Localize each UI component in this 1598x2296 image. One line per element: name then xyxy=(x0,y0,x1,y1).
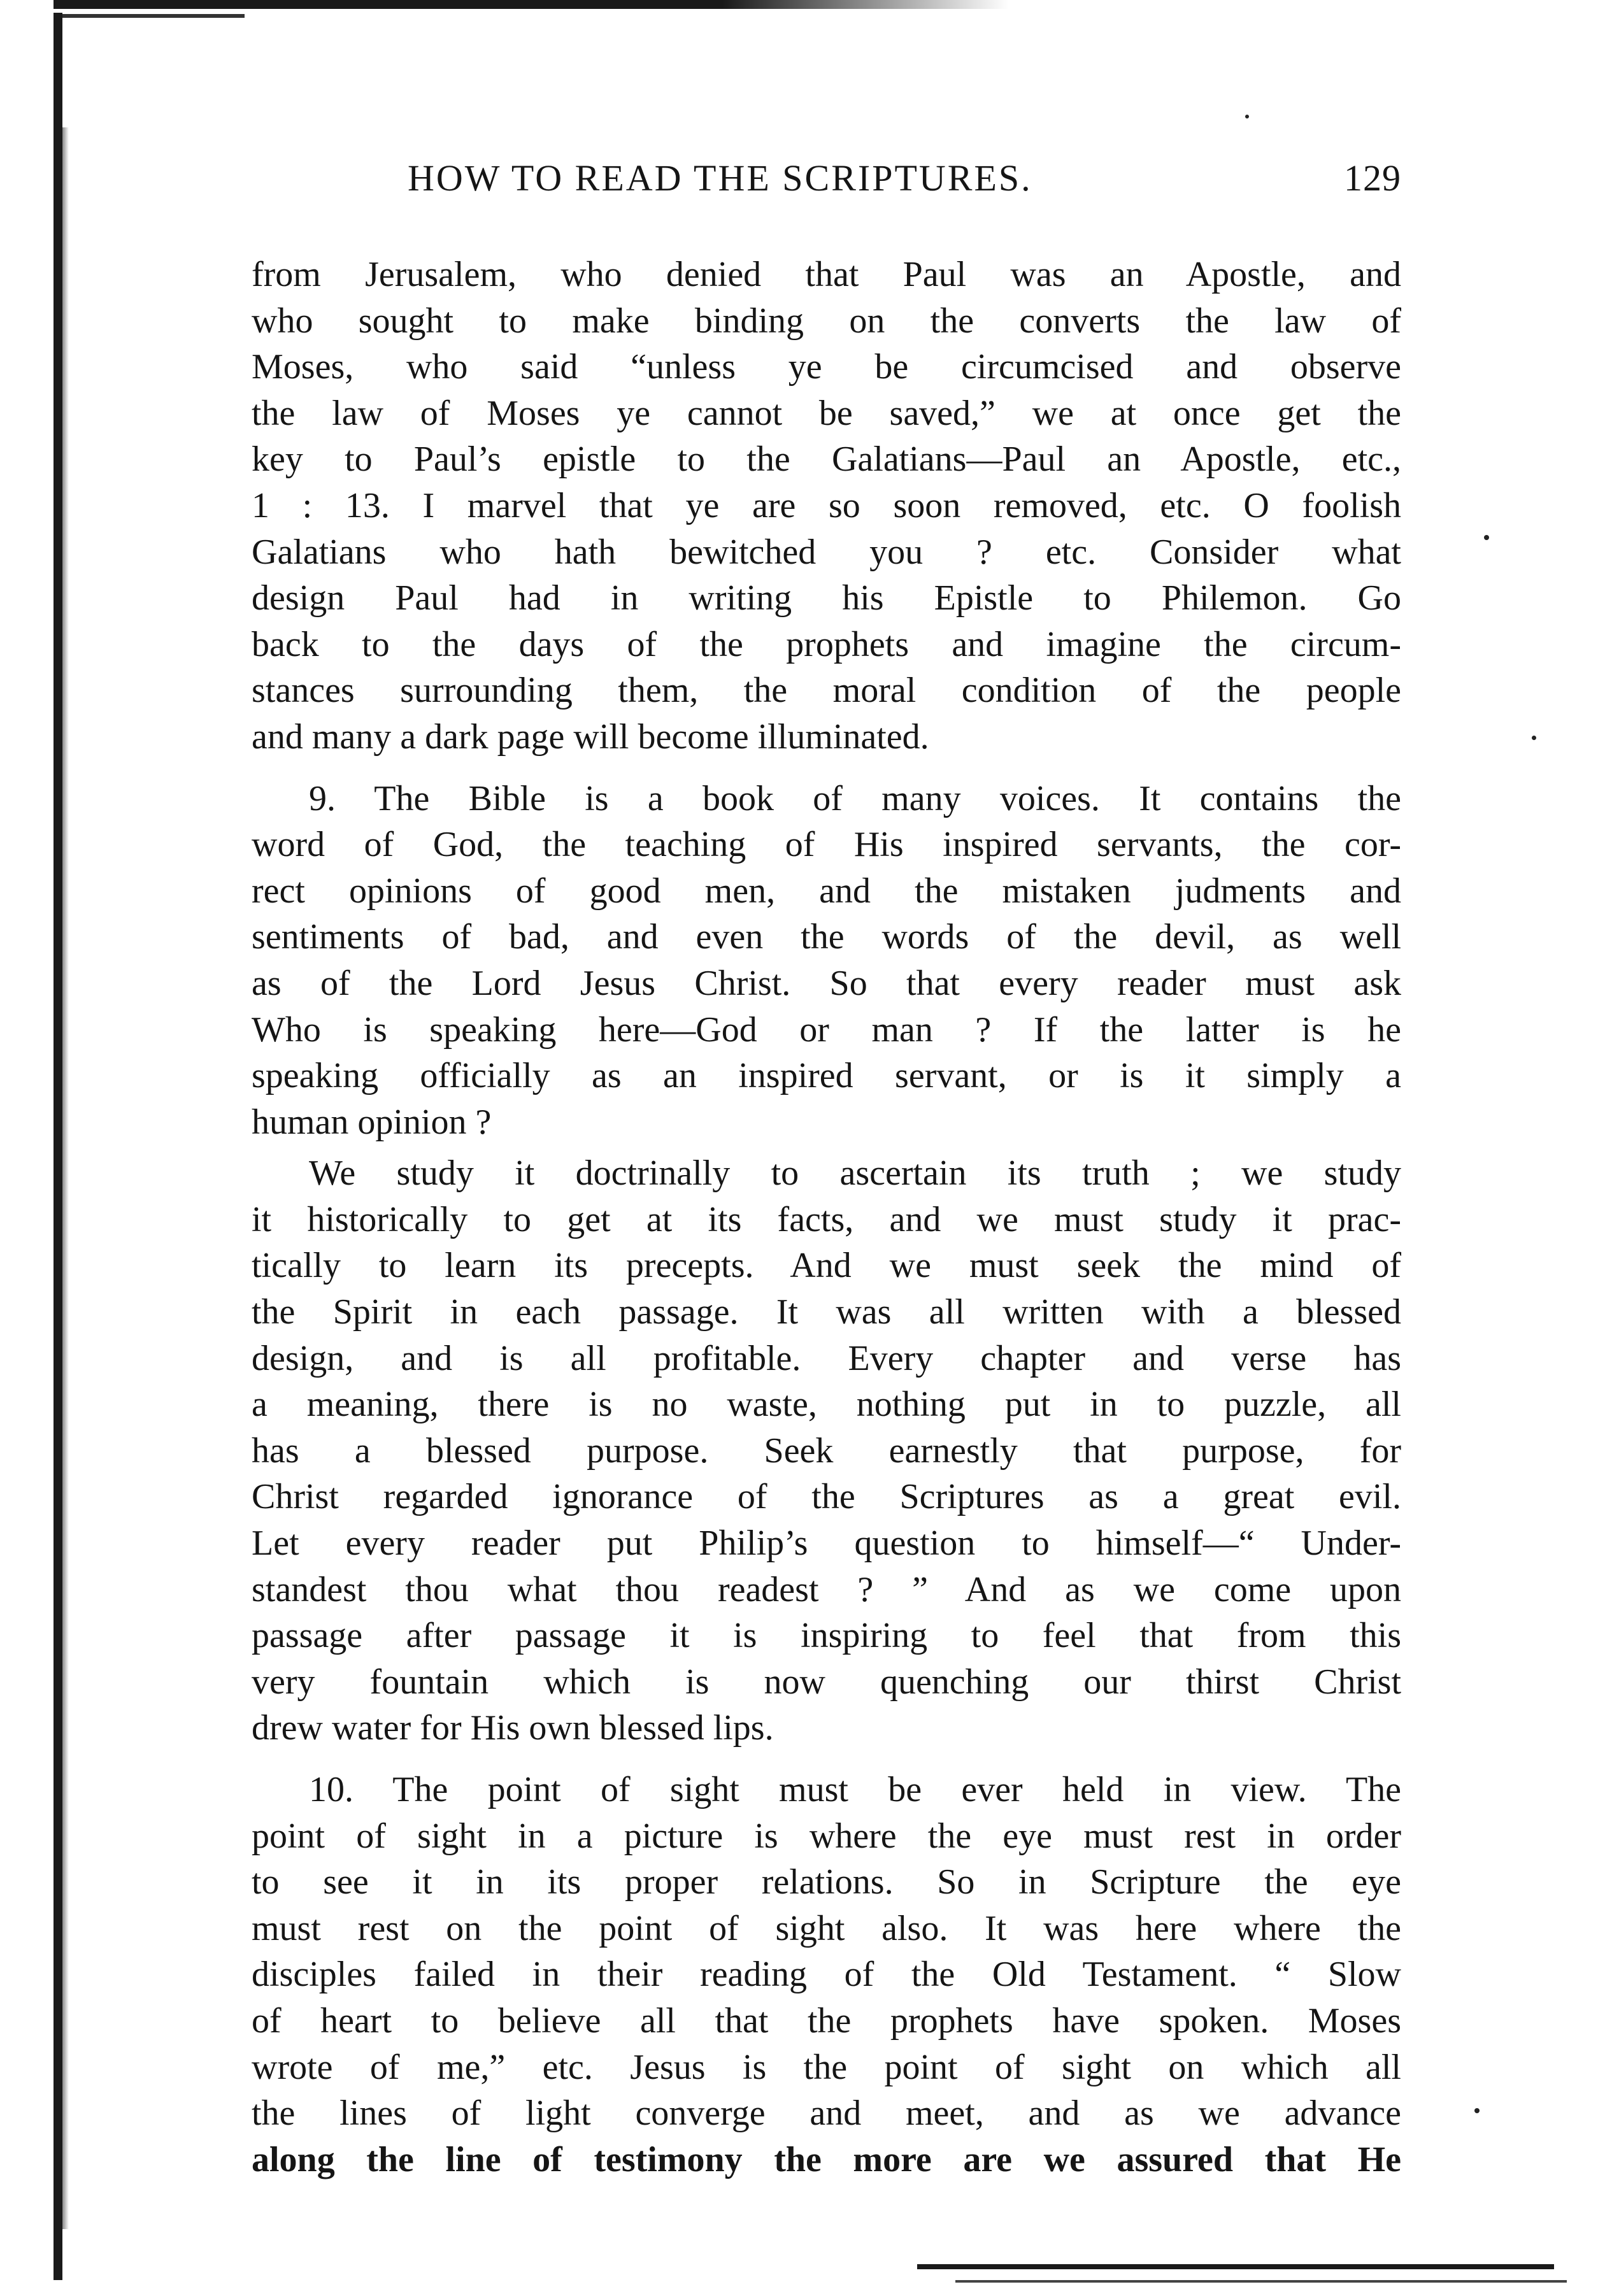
text-line: back to the days of the prophets and imagine the circum- xyxy=(252,624,1401,664)
scan-left-shadow xyxy=(62,127,69,2229)
text-line: and many a dark page will become illuminated. xyxy=(252,717,929,757)
text-line: Galatians who hath bewitched you ? etc. Consider what xyxy=(252,532,1401,572)
text-line: the law of Moses ye cannot be saved,” we at once get the xyxy=(252,393,1401,433)
text-line: as of the Lord Jesus Christ. So that every reader must ask xyxy=(252,963,1401,1003)
scan-speck xyxy=(1532,736,1536,740)
text-line: it historically to get at its facts, and we must study it prac- xyxy=(252,1199,1401,1239)
text-line: drew water for His own blessed lips. xyxy=(252,1708,774,1748)
text-line: sentiments of bad, and even the words of the devil, as well xyxy=(252,917,1401,957)
scan-speck xyxy=(1474,2108,1480,2113)
page-number: 129 xyxy=(1344,157,1401,199)
running-title: HOW TO READ THE SCRIPTURES. xyxy=(408,157,1032,199)
scan-speck xyxy=(1245,115,1249,118)
text-line: from Jerusalem, who denied that Paul was an Apostle, and xyxy=(252,255,1401,294)
scan-speck xyxy=(1484,535,1489,540)
scan-bottom-rule-thin xyxy=(955,2280,1567,2283)
text-line: tically to learn its precepts. And we must seek the mind of xyxy=(252,1246,1401,1286)
text-line: design, and is all profitable. Every chapter and verse has xyxy=(252,1338,1401,1378)
text-line: standest thou what thou readest ? ” And as we come upon xyxy=(252,1569,1401,1609)
text-line: Moses, who said “unless ye be circumcised and observe xyxy=(252,347,1401,387)
text-line: must rest on the point of sight also. It was here where the xyxy=(252,1908,1401,1948)
text-line: along the line of testimony the more are we assured that He xyxy=(252,2139,1401,2179)
text-line: Christ regarded ignorance of the Scriptures as a great evil. xyxy=(252,1477,1401,1517)
running-head xyxy=(408,157,1401,208)
text-line: the Spirit in each passage. It was all written with a blessed xyxy=(252,1292,1401,1332)
text-line: stances surrounding them, the moral condition of the people xyxy=(252,671,1401,711)
text-line: the lines of light converge and meet, and as we advance xyxy=(252,2093,1401,2134)
text-line: Let every reader put Philip’s question to himself—“ Under- xyxy=(252,1523,1401,1564)
text-line: disciples failed in their reading of the Old Testament. “ Slow xyxy=(252,1955,1401,1995)
scan-top-edge-mark xyxy=(54,14,245,18)
paragraph xyxy=(252,776,1401,1146)
text-line: wrote of me,” etc. Jesus is the point of sight on which all xyxy=(252,2047,1401,2087)
text-line: very fountain which is now quenching our thirst Christ xyxy=(252,1662,1401,1702)
paragraph xyxy=(252,1767,1401,2183)
text-line: key to Paul’s epistle to the Galatians—Paul an Apostle, etc., xyxy=(252,439,1401,480)
text-line: word of God, the teaching of His inspired servants, the cor- xyxy=(252,825,1401,865)
text-line: rect opinions of good men, and the mistaken judments and xyxy=(252,871,1401,911)
text-line: 1 : 13. I marvel that ye are so soon removed, etc. O foolish xyxy=(252,485,1401,525)
text-line: human opinion ? xyxy=(252,1102,492,1142)
text-line: speaking officially as an inspired servant, or is it simply a xyxy=(252,1056,1401,1096)
text-line: We study it doctrinally to ascertain its truth ; we study xyxy=(309,1153,1401,1194)
paragraph-gap xyxy=(252,1145,1401,1150)
text-line: has a blessed purpose. Seek earnestly that purpose, for xyxy=(252,1430,1401,1471)
scan-top-edge xyxy=(54,0,1009,9)
text-line: of heart to believe all that the prophets have spoken. Moses xyxy=(252,2000,1401,2041)
text-line: to see it in its proper relations. So in Scripture the eye xyxy=(252,1862,1401,1902)
body-text xyxy=(252,252,1401,2183)
paragraph xyxy=(252,1150,1401,1751)
text-line: a meaning, there is no waste, nothing put in to puzzle, all xyxy=(252,1385,1401,1425)
paragraph-gap xyxy=(252,1751,1401,1767)
text-line: Who is speaking here—God or man ? If the latter is he xyxy=(252,1009,1401,1050)
scan-left-edge xyxy=(54,13,62,2280)
text-line: who sought to make binding on the converts the law of xyxy=(252,301,1401,341)
text-line: 10. The point of sight must be ever held in view. The xyxy=(309,1770,1401,1809)
text-line: design Paul had in writing his Epistle to Philemon. Go xyxy=(252,578,1401,618)
text-line: 9. The Bible is a book of many voices. It contains the xyxy=(309,778,1401,818)
text-line: passage after passage it is inspiring to feel that from this xyxy=(252,1616,1401,1656)
text-line: point of sight in a picture is where the eye must rest in order xyxy=(252,1816,1401,1856)
paragraph xyxy=(252,252,1401,760)
paragraph-gap xyxy=(252,760,1401,776)
scan-bottom-rule xyxy=(917,2264,1554,2269)
